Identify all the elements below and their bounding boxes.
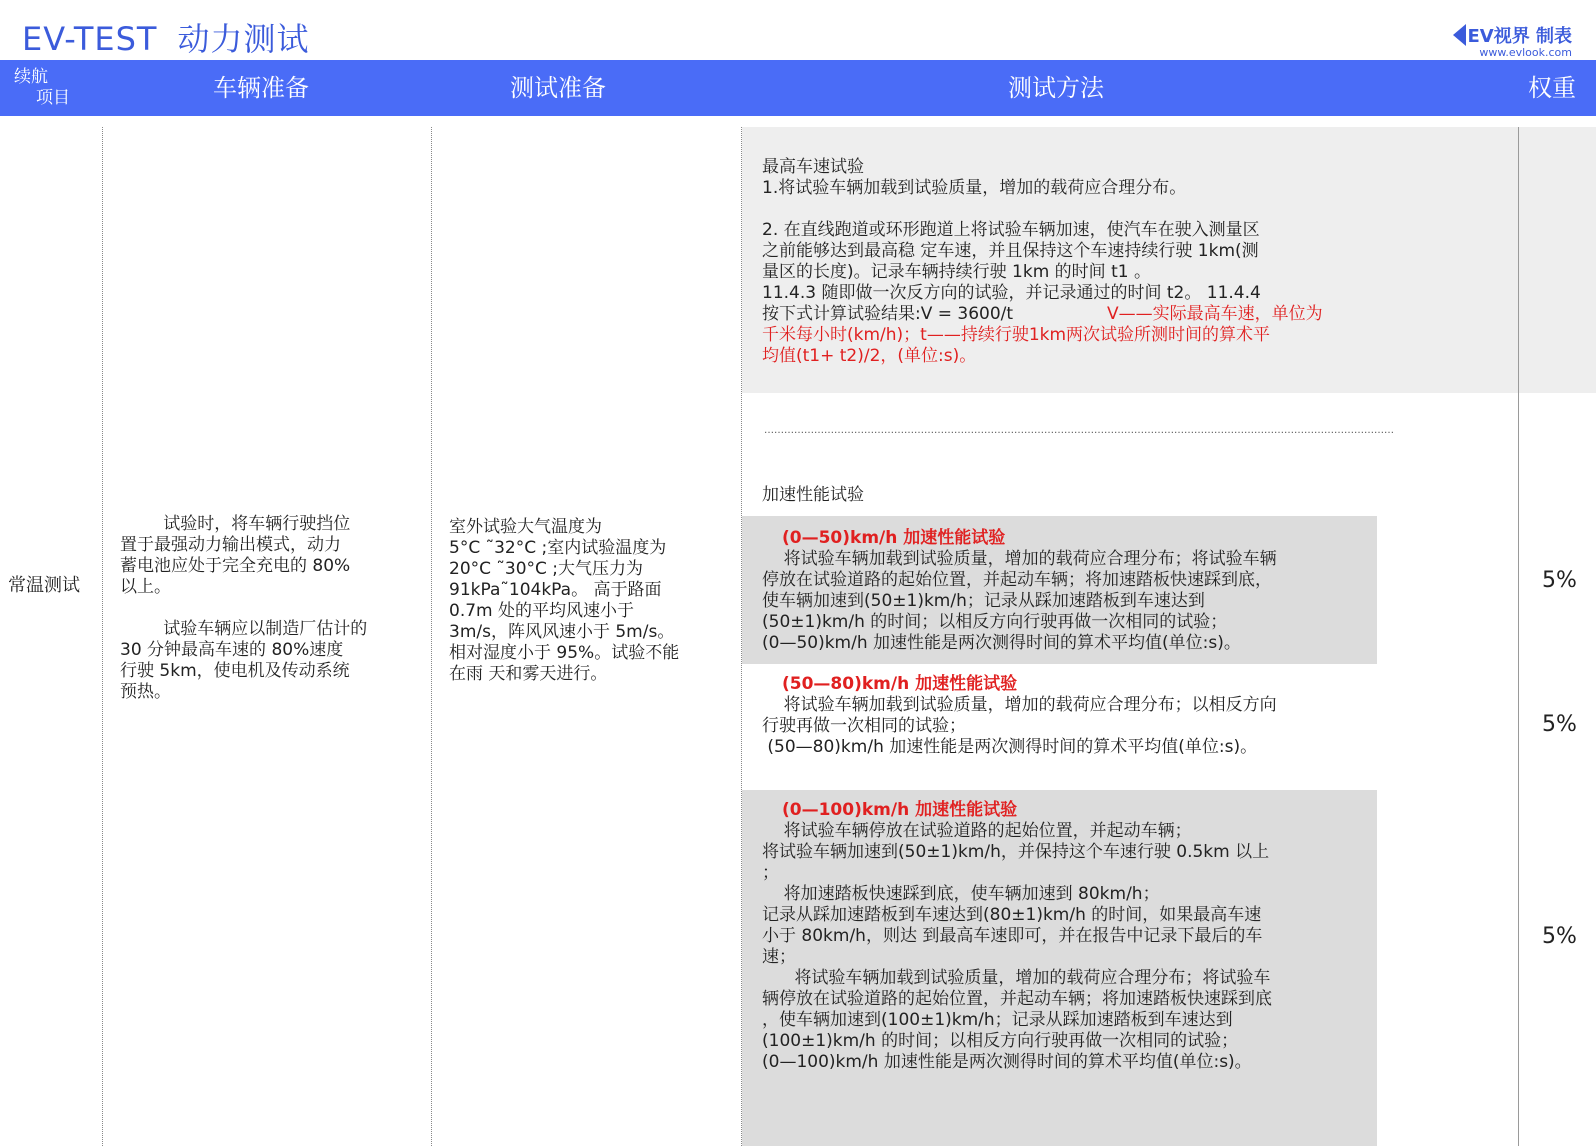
accel-0-50-body: 将试验车辆加载到试验质量，增加的载荷应合理分布；将试验车辆 停放在试验道路的起始位置，并起动车辆；将加速踏板快速踩到底， 使车辆加速到(50±1)km/h；记录从踩加速踏板到车速达到 (50±1)km/h 的时间；以相反方向行驶再做一次相同的试验； (0—50)km/h 加速性能是两次测得时间的算术平均值(单位:s)。 xyxy=(762,549,1277,653)
col-project-line2: 项目 xyxy=(36,88,70,108)
logo xyxy=(1453,22,1573,59)
test-prep-text: 室外试验大气温度为 5°C ˜32°C ;室内试验温度为 20°C ˜30°C ;大气压力为 91kPa˜104kPa。 高于路面 0.7m 处的平均风速小于 3m/s，阵风风速小于 5m/s。 相对湿度小于 95%。试验不能 在雨 天和雾天进行。 xyxy=(449,517,680,684)
accel-50-80-title: (50—80)km/h 加速性能试验 xyxy=(782,674,1018,694)
accel-0-100-body: 将试验车辆停放在试验道路的起始位置，并起动车辆； 将试验车辆加速到(50±1)km/h，并保持这个车速行驶 0.5km 以上 ； 将加速踏板快速踩到底，使车辆加速到 80km/h； 记录从踩加速踏板到车速达到(80±1)km/h 的时间，如果最高车速 小于 80km/h，则达 到最高车速即可，并在报告中记录下最后的车 速； 将试验车辆加载到试验质量，增加的载荷应合理分布；将试验车 辆停放在试验道路的起始位置，并起动车辆；将加速踏板快速踩到底 ，使车辆加速到(100±1)km/h；记录从踩加速踏板到车速达到 (100±1)km/h 的时间；以相反方向行驶再做一次相同的试验； (0—100)km/h 加速性能是两次测得时间的算术平均值(单位:s)。 xyxy=(762,821,1272,1072)
logo-brand: EV视界 制表 xyxy=(1467,26,1572,47)
divider-3 xyxy=(741,127,742,1146)
divider-4 xyxy=(1518,127,1519,1146)
logo-url: www.evlook.com xyxy=(1479,46,1572,59)
accel-0-50-title: (0—50)km/h 加速性能试验 xyxy=(782,528,1006,548)
title-cn: 动力测试 xyxy=(177,20,310,58)
weight-gray-top xyxy=(1518,127,1596,393)
accel-title: 加速性能试验 xyxy=(762,485,864,505)
top-speed-formula-note-b: 千米每小时(km/h)；t——持续行驶1km两次试验所测时间的算术平 均值(t1+ t2)/2，(单位:s)。 xyxy=(762,325,1271,366)
accel-50-80-body: 将试验车辆加载到试验质量，增加的载荷应合理分布；以相反方向 行驶再做一次相同的试验； (50—80)km/h 加速性能是两次测得时间的算术平均值(单位:s)。 xyxy=(762,695,1277,757)
accel-0-100-title: (0—100)km/h 加速性能试验 xyxy=(782,800,1018,820)
top-speed-step1: 1.将试验车辆加载到试验质量，增加的载荷应合理分布。 xyxy=(762,178,1187,198)
top-speed-title: 最高车速试验 xyxy=(762,157,864,177)
col-test-method: 测试方法 xyxy=(1008,74,1104,102)
top-speed-formula-note-a: V——实际最高车速，单位为 xyxy=(1107,304,1323,324)
col-project-line1: 续航 xyxy=(14,67,48,87)
weight-50-80: 5% xyxy=(1542,712,1577,737)
col-test-prep: 测试准备 xyxy=(510,74,606,102)
divider-2 xyxy=(431,127,432,1146)
dotted-divider: ……………………………………………………………………………………………………………………………………………………………………… xyxy=(764,425,1394,436)
top-speed-step2: 2. 在直线跑道或环形跑道上将试验车辆加速，使汽车在驶入测量区 之前能够达到最高稳 定车速，并且保持这个车速持续行驶 1km(测 量区的长度)。记录车辆持续行驶 1km 的时间 t1 。 11.4.3 随即做一次反方向的试验，并记录通过的时间 t2。 11.4.4 按下式计算试验结果:V = 3600/t xyxy=(762,220,1261,324)
vehicle-prep-p1: 试验时，将车辆行驶挡位 置于最强动力输出模式，动力 蓄电池应处于完全充电的 80% 以上。 xyxy=(120,514,351,597)
arrow-left-icon xyxy=(1453,24,1466,46)
column-header-bar xyxy=(0,60,1596,116)
row-name: 常温测试 xyxy=(8,575,80,596)
weight-0-50: 5% xyxy=(1542,568,1577,593)
page-title xyxy=(22,14,309,60)
weight-0-100: 5% xyxy=(1542,924,1577,949)
divider-1 xyxy=(102,127,103,1146)
vehicle-prep-p2: 试验车辆应以制造厂估计的 30 分钟最高车速的 80%速度 行驶 5km，使电机及传动系统 预热。 xyxy=(120,619,368,702)
col-weight: 权重 xyxy=(1528,74,1576,102)
col-vehicle-prep: 车辆准备 xyxy=(213,74,309,102)
title-en: EV-TEST xyxy=(22,20,158,58)
